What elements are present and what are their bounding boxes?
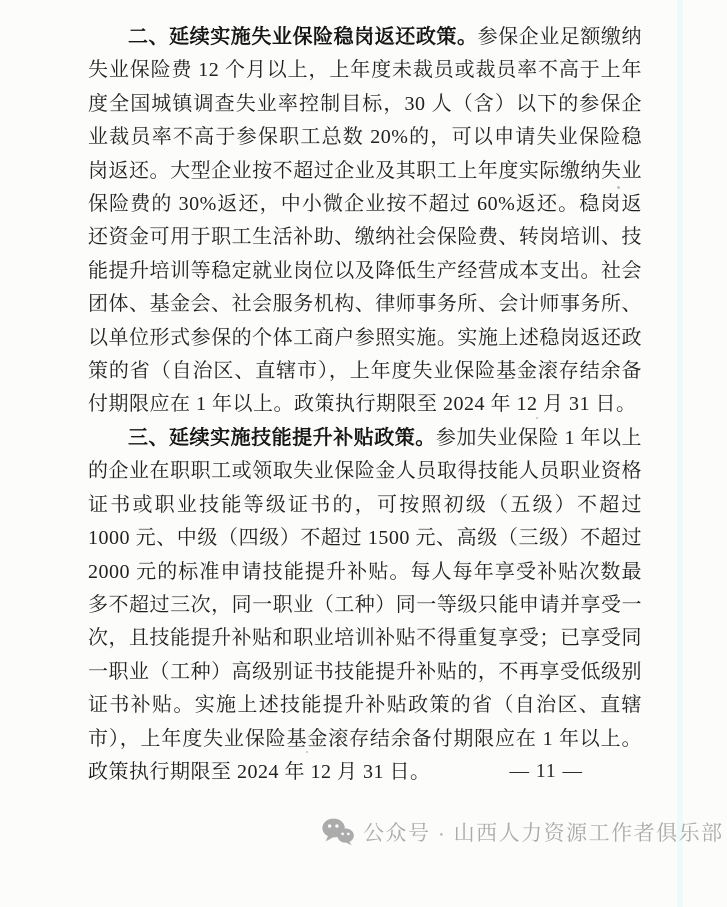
paragraph-section-2	[88, 21, 642, 422]
paragraph-section-3-text: 参加失业保险 1 年以上的企业在职职工或领取失业保险金人员取得技能人员职业资格证书或职业技能等级证书的，可按照初级（五级）不超过 1000 元、中级（四级）不超过 1500 元、高级（三级）不超过 2000 元的标准申请技能提升补贴。每人每年享受补贴次数最多不超过三次，同一职业（工种）同一等级只能申请并享受一次，且技能提升补贴和职业培训补贴不得重复享受；已享受同一职业（工种）高级别证书技能提升补贴的，不再享受低级别证书补贴。实施上述技能提升补贴政策的省（自治区、直辖市），上年度失业保险基金滚存结余备付期限应在 1 年以上。政策执行期限至 2024 年 12 月 31 日。	[88, 426, 643, 783]
scan-speck	[536, 417, 538, 419]
watermark	[322, 817, 724, 847]
scan-speck	[617, 186, 620, 189]
paragraph-section-3-heading: 三、延续实施技能提升补贴政策。	[128, 426, 436, 449]
paragraph-section-2-heading: 二、延续实施失业保险稳岗返还政策。	[128, 26, 478, 48]
wechat-icon	[322, 818, 354, 846]
page-number: — 11 —	[509, 761, 583, 782]
watermark-text: 公众号 · 山西人力资源工作者俱乐部	[363, 822, 724, 845]
paragraph-section-3	[88, 422, 642, 789]
document-body	[88, 21, 642, 789]
scan-speck	[306, 751, 308, 753]
scan-artifact-strip	[677, 0, 683, 907]
paragraph-section-2-text: 参保企业足额缴纳失业保险费 12 个月以上，上年度未裁员或裁员率不高于上年度全国城镇调查失业率控制目标，30 人（含）以下的参保企业裁员率不高于参保职工总数 20%的，可以申请失业保险稳岗返还。大型企业按不超过企业及其职工上年度实际缴纳失业保险费的 30%返还，中小微企业按不超过 60%返还。稳岗返还资金可用于职工生活补助、缴纳社会保险费、转岗培训、技能提升培训等稳定就业岗位以及降低生产经营成本支出。社会团体、基金会、社会服务机构、律师事务所、会计师事务所、以单位形式参保的个体工商户参照实施。实施上述稳岗返还政策的省（自治区、直辖市），上年度失业保险基金滚存结余备付期限应在 1 年以上。政策执行期限至 2024 年 12 月 31 日。	[88, 26, 642, 416]
